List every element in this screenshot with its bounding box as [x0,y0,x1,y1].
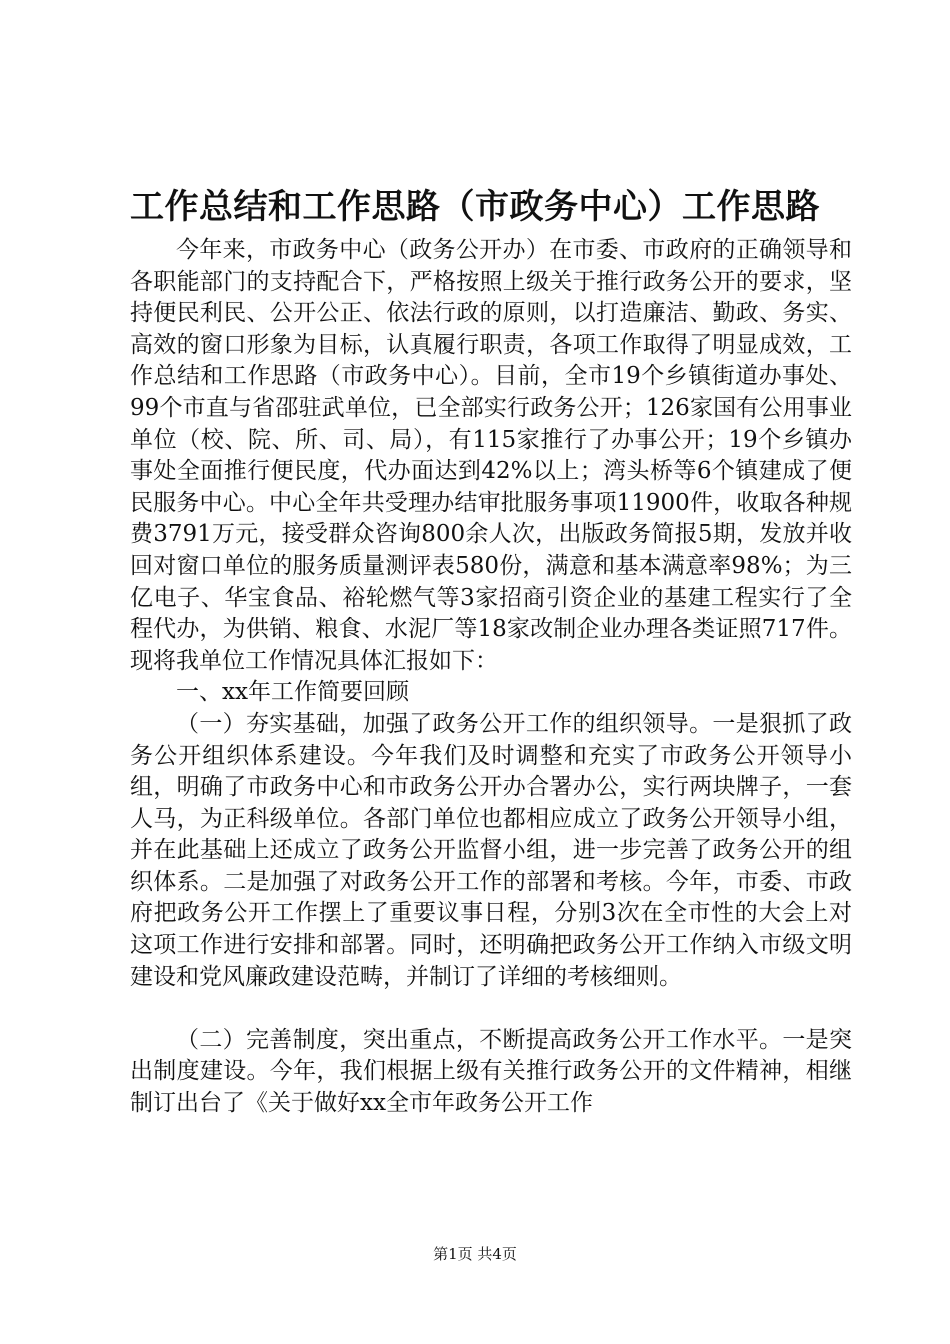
section-heading: 一、xx年工作简要回顾 [176,679,409,706]
paragraph-section-1: （一）夯实基础，加强了政务公开工作的组织领导。一是狠抓了政务公开组织体系建设。今年我们及时调整和充实了市政务公开领导小组，明确了市政务中心和市政务公开办合署办公，实行两块牌子，一套人马，为正科级单位。各部门单位也都相应成立了政务公开领导小组，并在此基础上还成立了政务公开监督小组，进一步完善了政务公开的组织体系。二是加强了对政务公开工作的部署和考核。今年，市委、市政府把政务公开工作摆上了重要议事日程，分别3次在全市性的大会上对这项工作进行安排和部署。同时，还明确把政务公开工作纳入市级文明建设和党风廉政建设范畴，并制订了详细的考核细则。 [130,710,852,990]
document-title: 工作总结和工作思路（市政务中心）工作思路 [130,187,820,227]
document-body [130,235,852,1120]
paragraph-intro: 今年来，市政务中心（政务公开办）在市委、市政府的正确领导和各职能部门的支持配合下，严格按照上级关于推行政务公开的要求，坚持便民利民、公开公正、依法行政的原则，以打造廉洁、勤政、务实、高效的窗口形象为目标，认真履行职责，各项工作取得了明显成效，工作总结和工作思路（市政务中心）。目前，全市19个乡镇街道办事处、99个市直与省邵驻武单位，已全部实行政务公开；126家国有公用事业单位（校、院、所、司、局），有115家推行了办事公开；19个乡镇办事处全面推行便民度，代办面达到42%以上；湾头桥等6个镇建成了便民服务中心。中心全年共受理办结审批服务事项11900件，收取各种规费3791万元，接受群众咨询800余人次，出版政务简报5期，发放并收回对窗口单位的服务质量测评表580份，满意和基本满意率98%；为三亿电子、华宝食品、裕轮燃气等3家招商引资企业的基建工程实行了全程代办，为供销、粮食、水泥厂等18家改制企业办理各类证照717件。现将我单位工作情况具体汇报如下： [130,237,852,674]
page-number-footer: 第1页 共4页 [433,1245,517,1263]
paragraph-section-2: （二）完善制度，突出重点，不断提高政务公开工作水平。一是突出制度建设。今年，我们根据上级有关推行政务公开的文件精神，相继制订出台了《关于做好xx全市年政务公开工作 [130,1026,852,1117]
